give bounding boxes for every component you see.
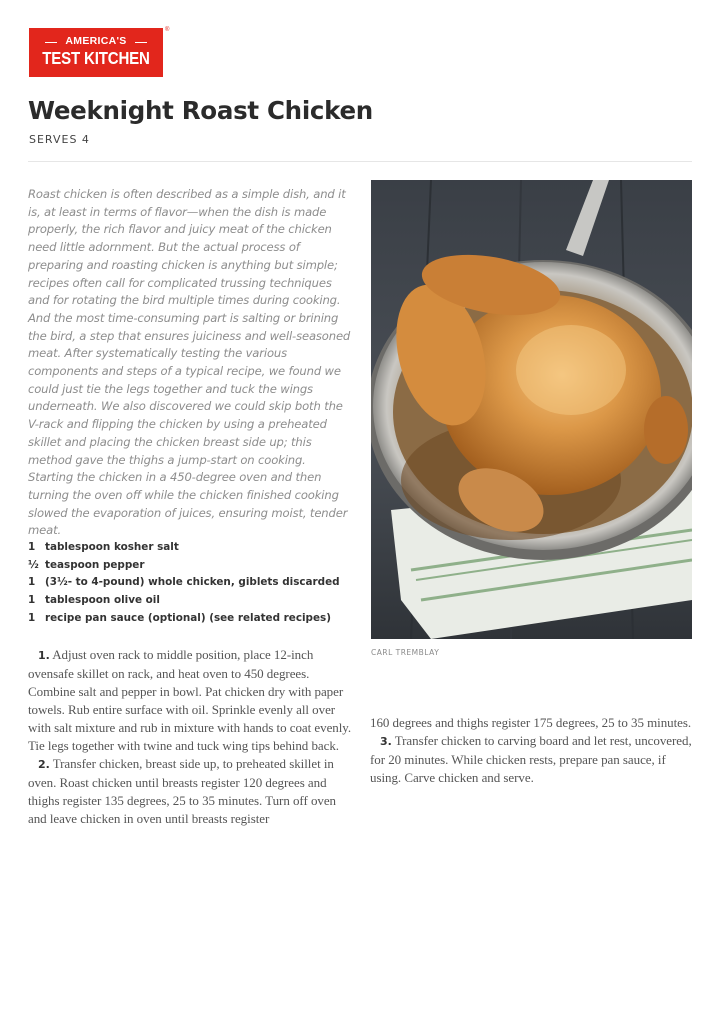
logo-rule-right: [135, 42, 147, 43]
brand-logo: [29, 28, 163, 77]
ingredient-qty: 1: [28, 576, 36, 589]
roast-chicken-image: [371, 180, 692, 639]
ingredient-list: [28, 538, 358, 626]
step-text: Transfer chicken, breast side up, to preheated skillet in oven. Roast chicken until breasts register 120 degrees and thighs register 135 degrees, 25 to 35 minutes. Turn off oven and leave chicken in oven until breasts register: [28, 756, 337, 826]
ingredient-item: [28, 573, 358, 591]
step-number: 1.: [38, 649, 50, 662]
step-text: Transfer chicken to carving board and let rest, uncovered, for 20 minutes. While chicken rests, prepare pan sauce, if using. Carve chicken and serve.: [370, 733, 692, 785]
header-divider: [28, 161, 692, 162]
method-step: [28, 755, 353, 828]
method-step: [370, 732, 692, 787]
method-column-right: [370, 714, 692, 787]
ingredient-qty: 1: [28, 540, 36, 553]
method-column-left: [28, 646, 353, 828]
method-step-continued: 160 degrees and thighs register 175 degrees, 25 to 35 minutes.: [370, 715, 692, 730]
ingredient-text: tablespoon olive oil: [45, 593, 160, 606]
ingredient-qty: 1: [28, 611, 36, 624]
step-number: 3.: [380, 735, 392, 748]
ingredient-item: [28, 538, 358, 556]
photo-credit: CARL TREMBLAY: [371, 648, 440, 657]
recipe-title: Weeknight Roast Chicken: [28, 96, 373, 125]
ingredient-text: (3½- to 4-pound) whole chicken, giblets discarded: [45, 576, 340, 589]
ingredient-qty: ½: [28, 558, 39, 571]
ingredient-qty: 1: [28, 593, 36, 606]
step-number: 2.: [38, 758, 50, 771]
ingredient-item: [28, 609, 358, 627]
logo-line1: AMERICA'S: [65, 35, 127, 47]
ingredient-text: teaspoon pepper: [45, 558, 145, 571]
logo-line2: TEST KITCHEN: [42, 48, 150, 68]
registered-mark: ®: [165, 27, 170, 33]
ingredient-text: recipe pan sauce (optional) (see related recipes): [45, 611, 331, 624]
step-text: Adjust oven rack to middle position, place 12-inch ovensafe skillet on rack, and heat oven to 450 degrees. Combine salt and pepper in bowl. Pat chicken dry with paper towels. Rub entire surface with oil. Sprinkle evenly all over with salt mixture and rub in mixture with hands to coat evenly. Tie legs together with twine and tuck wing tips behind back.: [28, 647, 352, 753]
ingredient-text: tablespoon kosher salt: [45, 540, 179, 553]
chicken-photo: [371, 180, 692, 639]
serves-label: SERVES 4: [29, 133, 90, 146]
ingredient-item: [28, 591, 358, 609]
ingredient-item: [28, 556, 358, 574]
recipe-intro: Roast chicken is often described as a simple dish, and it is, at least in terms of flavor—when the dish is made properly, the rich flavor and juicy meat of the chicken need little adornment. But the actual process of preparing and roasting chicken is anything but simple; recipes often call for complicated trussing techniques and for rotating the bird multiple times during cooking. And the most time-consuming part is salting or brining the bird, a step that ensures juiciness and well-seasoned meat. After systematically testing the various components and steps of a typical recipe, we found we could just tie the legs together and tuck the wings underneath. We also discovered we could skip both the V-rack and flipping the chicken by using a preheated skillet and placing the chicken breast side up; this method gave the thighs a jump-start on cooking. Starting the chicken in a 450-degree oven and then turning the oven off while the chicken finished cooking slowed the evaporation of juices, ensuring moist, tender meat.: [28, 187, 351, 538]
method-step: [28, 646, 353, 755]
